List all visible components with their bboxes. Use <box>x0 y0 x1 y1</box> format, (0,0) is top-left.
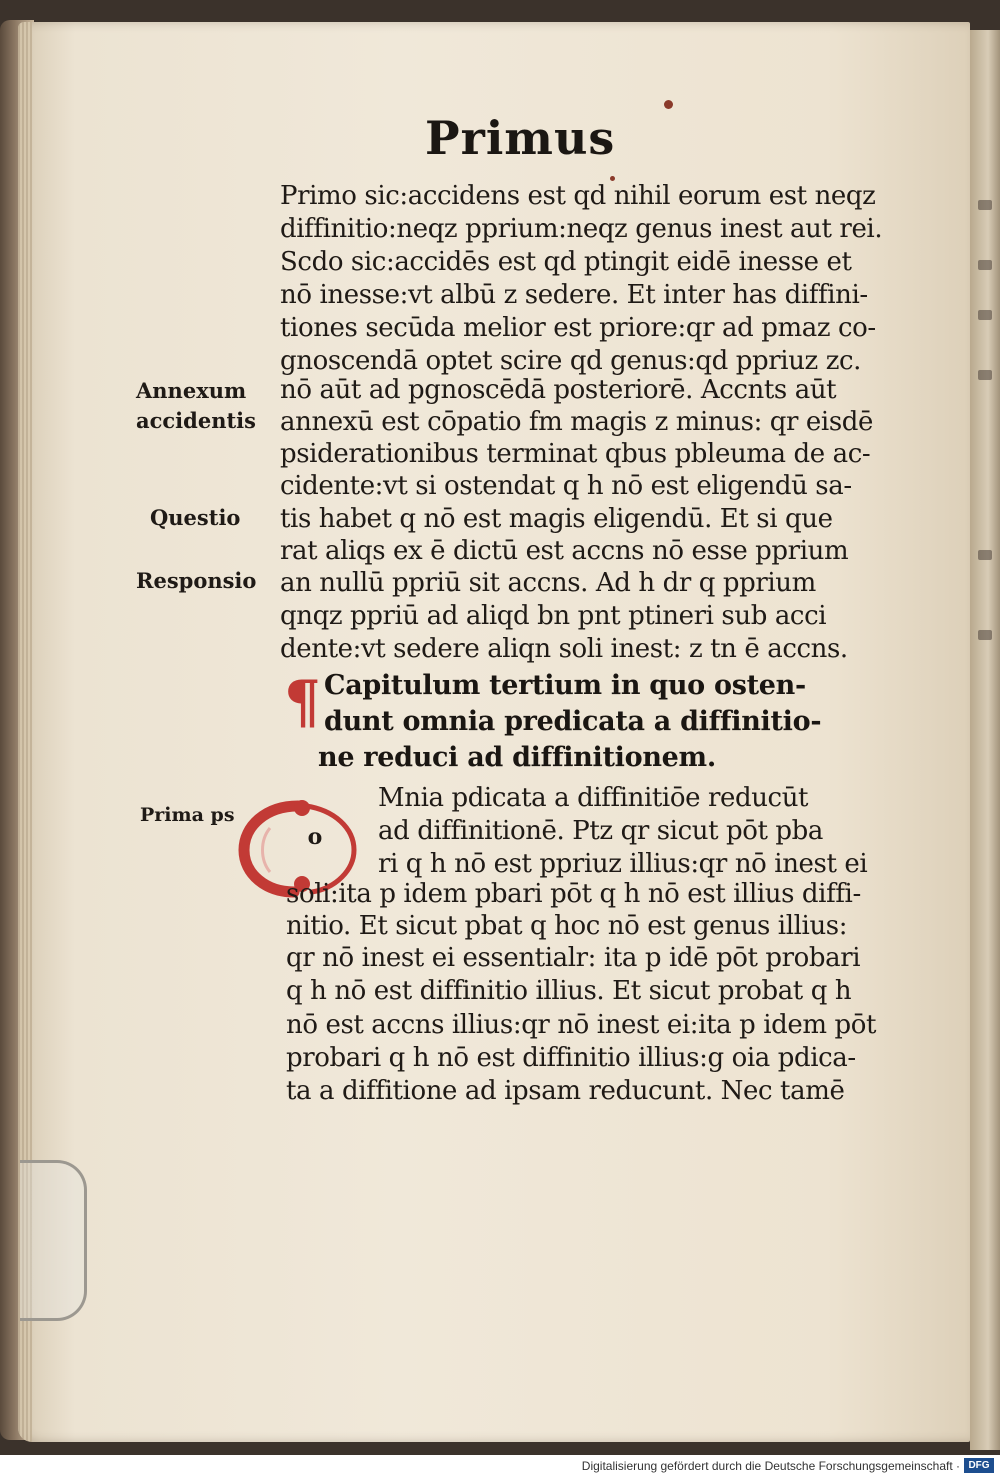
text-line: ri q h nō est ppriuz illius:qr nō inest ei <box>378 849 868 879</box>
text-line: cidente:vt si ostendat q h nō est eligendū sa- <box>280 471 852 501</box>
facing-page-edge <box>970 30 1000 1450</box>
text-line: ad diffinitionē. Ptz qr sicut pōt pba <box>378 816 823 846</box>
text-line: soli:ita p idem pbari pōt q h nō est illius diffi- <box>286 879 861 909</box>
guide-letter: o <box>307 824 323 850</box>
dfg-logo: DFG <box>964 1458 994 1473</box>
text-line: rat aliqs ex ē dictū est accns nō esse pprium <box>280 536 849 566</box>
funding-credit: Digitalisierung gefördert durch die Deutsche Forschungsgemeinschaft · <box>581 1459 960 1473</box>
digitization-footer <box>0 1455 1000 1477</box>
text-line: Primo sic:accidens est qd nihil eorum est neqz <box>280 181 876 211</box>
text-line: nitio. Et sicut pbat q hoc nō est genus illius: <box>286 911 848 941</box>
text-line: gnoscendā optet scire qd genus:qd ppriuz zc. <box>280 346 862 376</box>
text-line: psiderationibus terminat qbus pbleuma de ac- <box>280 439 871 469</box>
text-line: diffinitio:neqz pprium:neqz genus inest aut rei. <box>280 214 883 244</box>
margin-note-questio: Questio <box>150 505 241 530</box>
margin-note-accidentis: accidentis <box>136 408 256 433</box>
text-line: an nullū ppriū sit accns. Ad h dr q pprium <box>280 568 816 598</box>
text-line: probari q h nō est diffinitio illius:g oia pdica- <box>286 1043 856 1073</box>
text-line: qr nō inest ei essentialr: ita p idē pōt probari <box>286 943 861 973</box>
text-line: qnqz ppriū ad aliqd bn pnt ptineri sub acci <box>280 601 827 631</box>
ink-stain <box>664 100 673 109</box>
chapter-heading-line: Capitulum tertium in quo osten- <box>324 670 806 701</box>
page-holder-clip <box>20 1160 87 1321</box>
text-line: annexū est cōpatio fm magis z minus: qr eisdē <box>280 407 874 437</box>
margin-note-prima-pars: Prima ps <box>140 804 235 826</box>
text-line: ta a diffitione ad ipsam reducunt. Nec tamē <box>286 1076 845 1106</box>
text-line: nō aūt ad pgnoscēdā posteriorē. Accnts aūt <box>280 375 837 405</box>
margin-note-responsio: Responsio <box>136 568 257 593</box>
rubric-pilcrow: ¶ <box>284 668 321 736</box>
margin-note-annexum: Annexum <box>136 378 247 403</box>
text-line: Mnia pdicata a diffinitiōe reducūt <box>378 783 809 813</box>
text-line: dente:vt sedere aliqn soli inest: z tn ē accns. <box>280 634 848 664</box>
text-line: tiones secūda melior est priore:qr ad pmaz co- <box>280 313 876 343</box>
text-line: Scdo sic:accidēs est qd ptingit eidē inesse et <box>280 247 852 277</box>
text-line: tis habet q nō est magis eligendū. Et si que <box>280 504 833 534</box>
chapter-heading-line: dunt omnia predicata a diffinitio- <box>324 706 822 737</box>
chapter-heading-line: ne reduci ad diffinitionem. <box>318 742 716 773</box>
text-line: q h nō est diffinitio illius. Et sicut probat q h <box>286 976 852 1006</box>
running-head: Primus <box>425 111 616 165</box>
text-line: nō est accns illius:qr nō inest ei:ita p idem pōt <box>286 1010 877 1040</box>
text-line: nō inesse:vt albū z sedere. Et inter has diffini- <box>280 280 868 310</box>
